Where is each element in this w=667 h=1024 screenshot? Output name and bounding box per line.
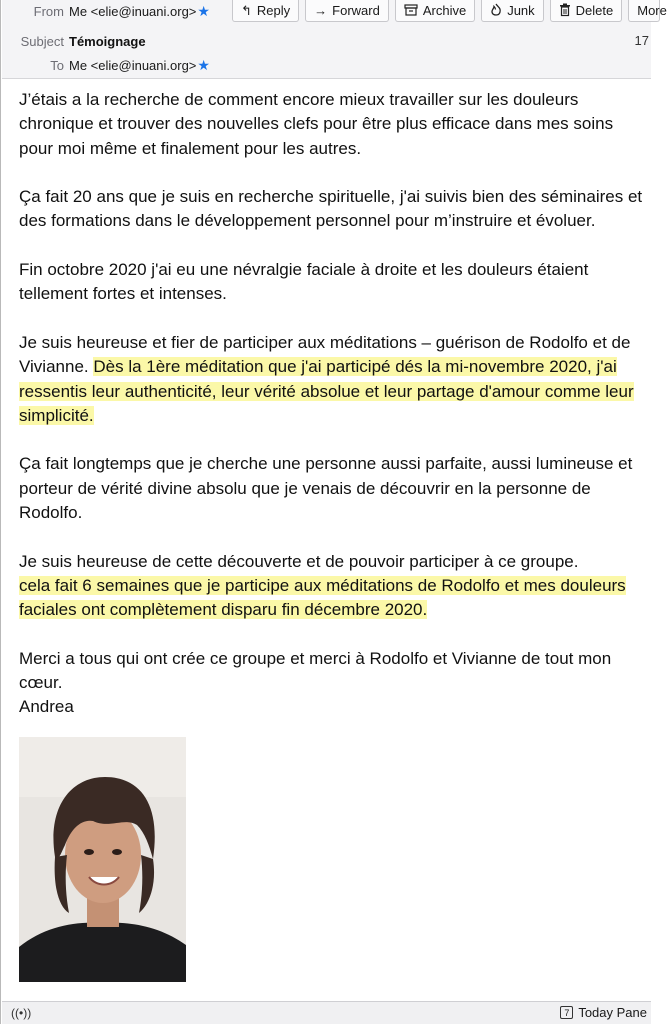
- status-bar: [2, 1001, 651, 1024]
- today-pane-label: Today Pane: [578, 1005, 647, 1020]
- signature: Andrea: [19, 697, 74, 717]
- junk-label: Junk: [507, 3, 535, 18]
- junk-icon: [490, 3, 502, 18]
- from-row: [32, 0, 210, 22]
- to-row: [32, 54, 210, 76]
- calendar-icon: 7: [560, 1006, 573, 1019]
- message-toolbar: [232, 0, 667, 22]
- from-address[interactable]: Me <elie@inuani.org>: [69, 3, 197, 19]
- forward-label: Forward: [332, 3, 380, 18]
- message-body: [19, 88, 649, 720]
- to-label: To: [50, 57, 64, 73]
- delete-icon: [559, 3, 571, 18]
- more-button[interactable]: [628, 0, 667, 22]
- subject-label: Subject: [20, 33, 64, 49]
- paragraph-2: Ça fait 20 ans que je suis en recherche spirituelle, j'ai suivis bien des séminaires et des formations dans le développement personnel pour m’instruire et évoluer.: [19, 187, 643, 231]
- archive-label: Archive: [422, 3, 467, 18]
- portrait-photo: [19, 737, 186, 982]
- forward-icon: →: [314, 3, 328, 18]
- reply-icon: ↰: [241, 3, 252, 18]
- message-date: 17: [634, 33, 649, 48]
- highlighted-text: cela fait 6 semaines que je participe aux méditations de Rodolfo et mes douleurs faciales ont complètement disparu fin décembre 2020.: [19, 575, 626, 620]
- archive-icon: [404, 4, 418, 18]
- more-label: More: [637, 3, 667, 18]
- paragraph-7: Merci a tous qui ont crée ce groupe et merci à Rodolfo et Vivianne de tout mon cœur.: [19, 648, 612, 693]
- today-pane-toggle[interactable]: [560, 1005, 647, 1020]
- reply-button[interactable]: [232, 0, 299, 22]
- reply-label: Reply: [256, 3, 291, 18]
- paragraph-1: J’étais a la recherche de comment encore mieux travailler sur les douleurs chronique et trouver des nouvelles clefs pour être plus efficace dans mes soins pour moi même et finalement pour les autres.: [19, 90, 614, 158]
- subject-row: [14, 30, 146, 52]
- message-header: [2, 0, 667, 79]
- paragraph-3: Fin octobre 2020 j'ai eu une névralgie faciale à droite et les douleurs étaient tellement fortes et intenses.: [19, 260, 589, 304]
- star-icon[interactable]: ★: [197, 2, 210, 19]
- archive-button[interactable]: [395, 0, 475, 22]
- delete-button[interactable]: [550, 0, 623, 22]
- junk-button[interactable]: [481, 0, 543, 22]
- forward-button[interactable]: [305, 0, 389, 22]
- paragraph-6: [19, 550, 649, 623]
- paragraph-4: [19, 331, 649, 428]
- to-address[interactable]: Me <elie@inuani.org>: [69, 57, 197, 73]
- delete-label: Delete: [575, 3, 614, 18]
- star-icon[interactable]: ★: [197, 56, 210, 73]
- online-status-icon[interactable]: ((•)): [11, 1006, 32, 1020]
- subject-text: Témoignage: [69, 33, 146, 49]
- highlighted-text: Dès la 1ère méditation que j'ai participé dés la mi-novembre 2020, j'ai ressentis leur authenticité, leur vérité absolue et leur partage d'amour comme leur simplicité.: [19, 357, 634, 425]
- paragraph-5: Ça fait longtemps que je cherche une personne aussi parfaite, aussi lumineuse et porteur de vérité divine absolu que je venais de découvrir en la personne de Rodolfo.: [19, 454, 633, 523]
- paragraph-6-text: Je suis heureuse de cette découverte et de pouvoir participer à ce groupe.: [19, 551, 579, 571]
- from-label: From: [33, 3, 64, 19]
- paragraph-4-text: Je suis heureuse et fier de participer aux méditations – guérison de Rodolfo et de Vivianne.: [19, 332, 631, 377]
